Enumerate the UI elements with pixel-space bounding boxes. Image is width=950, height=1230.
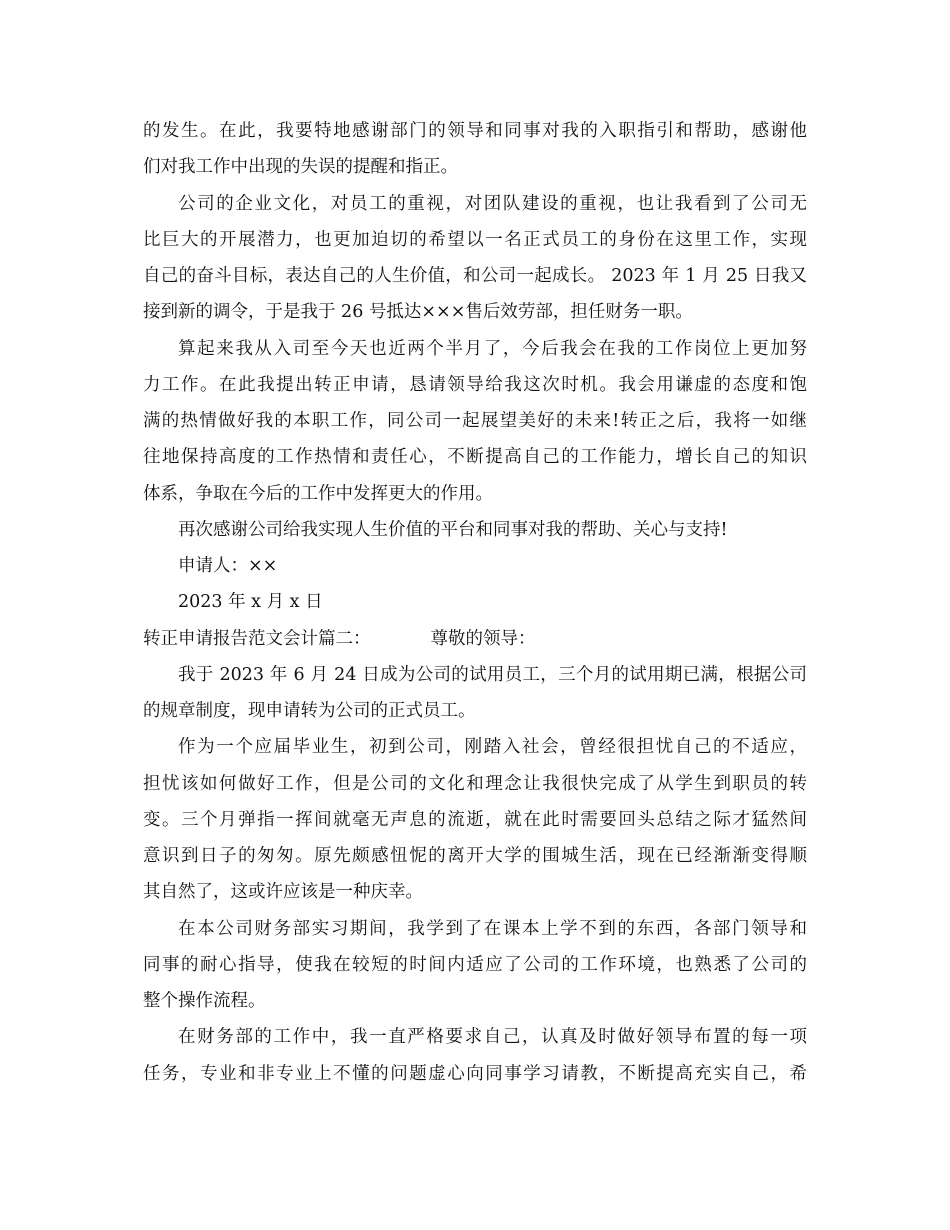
paragraph-start-line: 作为一个应届毕业生，初到公司，刚踏入社会，曾经很担忧自己的不适应， (178, 737, 807, 758)
text-line: 意识到日子的匆匆。原先颇感忸怩的离开大学的围城生活，现在已经渐渐变得顺 (143, 846, 807, 866)
paragraph-start-line: 在财务部的工作中，我一直严格要求自己，认真及时做好领导布置的每一项 (178, 1027, 807, 1048)
paragraph-start-line: 再次感谢公司给我实现人生价值的平台和同事对我的帮助、关心与支持! (178, 519, 728, 540)
section-heading (143, 621, 807, 657)
text-line: 同事的耐心指导，使我在较短的时间内适应了公司的工作环境，也熟悉了公司的 (143, 954, 807, 975)
text-line: 往地保持高度的工作热情和责任心，不断提高自己的工作能力，增长自己的知识 (143, 447, 807, 468)
paragraph-start-line: 在本公司财务部实习期间，我学到了在课本上学不到的东西，各部门领导和 (178, 918, 807, 939)
paragraph-start-line: 公司的企业文化，对员工的重视，对团队建设的重视，也让我看到了公司无 (178, 193, 807, 214)
document-body (143, 113, 807, 1092)
text-line: 力工作。在此我提出转正申请，恳请领导给我这次时机。我会用谦虚的态度和饱 (143, 374, 807, 395)
applicant-line: 申请人：×× (178, 556, 278, 576)
salutation: 尊敬的领导： (430, 628, 536, 649)
text-line: 的发生。在此，我要特地感谢部门的领导和同事对我的入职指引和帮助，感谢他 (143, 121, 807, 141)
text-line: 任务，专业和非专业上不懂的问题虚心向同事学习请教，不断提高充实自己，希 (143, 1063, 807, 1084)
section-title: 转正申请报告范文会计篇二： (143, 628, 371, 649)
text-line: 体系，争取在今后的工作中发挥更大的作用。 (143, 483, 493, 504)
text-line: 比巨大的开展潜力，也更加迫切的希望以一名正式员工的身份在这里工作，实现 (143, 229, 807, 250)
text-line: 满的热情做好我的本职工作，同公司一起展望美好的未来!转正之后，我将一如继 (143, 411, 807, 431)
text-line: 担忧该如何做好工作，但是公司的文化和理念让我很快完成了从学生到职员的转 (143, 773, 807, 794)
date-line: 2023 年 x 月 x 日 (178, 592, 323, 613)
paragraph-start-line: 算起来我从入司至今天也近两个半月了，今后我会在我的工作岗位上更加努 (178, 338, 807, 359)
text-line: 整个操作流程。 (143, 991, 266, 1011)
text-line: 们对我工作中出现的失误的提醒和指正。 (143, 157, 458, 178)
text-line: 变。三个月弹指一挥间就毫无声息的流逝，就在此时需要回头总结之际才猛然间 (143, 809, 807, 830)
text-line: 的规章制度，现申请转为公司的正式员工。 (143, 701, 476, 721)
paragraph-start-line: 我于 2023 年 6 月 24 日成为公司的试用员工，三个月的试用期已满，根据公司 (178, 664, 807, 685)
text-line: 其自然了，这或许应该是一种庆幸。 (143, 882, 423, 903)
text-line: 接到新的调令，于是我于 26 号抵达×××售后效劳部，担任财务一职。 (143, 302, 693, 323)
text-line: 自己的奋斗目标，表达自己的人生价值，和公司一起成长。 2023 年 1 月 25 日我又 (143, 266, 807, 286)
